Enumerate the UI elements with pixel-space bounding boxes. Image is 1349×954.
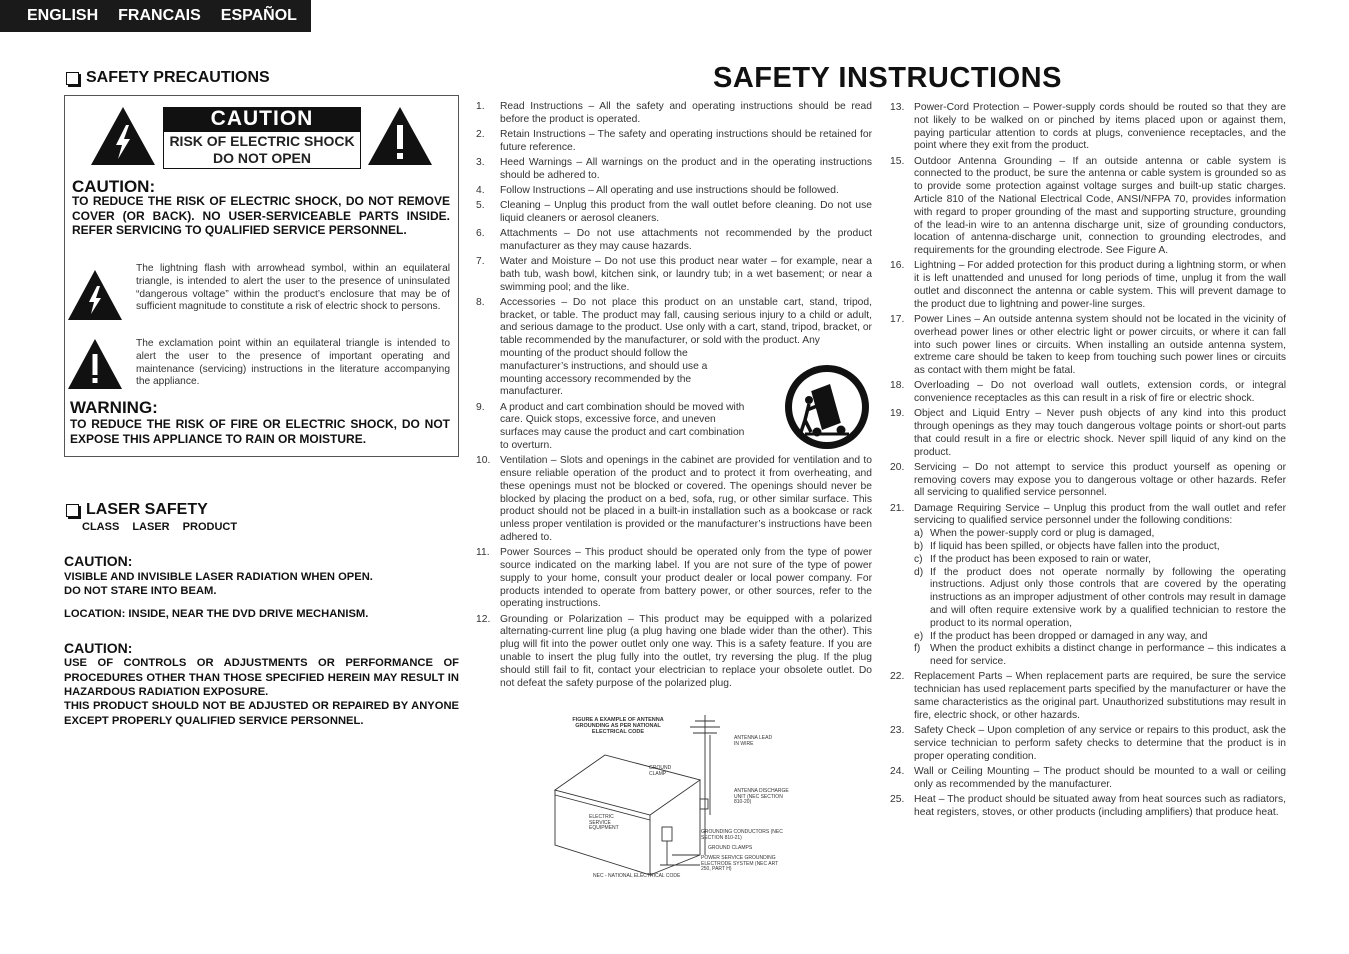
caution-label-body: RISK OF ELECTRIC SHOCK DO NOT OPEN bbox=[163, 131, 361, 169]
condition-item: b) If liquid has been spilled, or objects have fallen into the product, bbox=[914, 541, 1220, 553]
caution-text: TO REDUCE THE RISK OF ELECTRIC SHOCK, DO NOT REMOVE COVER (OR BACK). NO USER-SERVICEABLE PARTS INSIDE. REFER SERVICING TO QUALIFIED SERVICE PERSONNEL. bbox=[72, 194, 450, 237]
laser-class-line: CLASS LASER PRODUCT bbox=[82, 521, 238, 533]
instruction-item: 17. Power Lines – An outside antenna system should not be located in the vicinity of overhead power lines or other electric light or power circuits, or where it can fall into such power lines or circuits. When installing an outside antenna system, extreme care should be taken to keep from touching such power lines or circuits as contact with them might be fatal. bbox=[890, 313, 1286, 377]
instruction-item: 15. Outdoor Antenna Grounding – If an outside antenna or cable system is connected to the product, be sure the antenna or cable system is grounded so as to provide some protection against voltage surges and built-up static charges. Article 810 of the National Electrical Code, ANSI/NFPA 70, provides information with regard to proper grounding of the mast and supporting structure, grounding of the lead-in wire to an antenna discharge unit, size of grounding conductors, location of antenna-discharge unit, connection to grounding electrodes, and requirements for the grounding electrode. See Figure A. bbox=[890, 155, 1286, 257]
figure-label-discharge-unit: ANTENNA DISCHARGE UNIT (NEC SECTION 810-20) bbox=[734, 788, 789, 806]
safety-precautions-heading: SAFETY PRECAUTIONS bbox=[66, 69, 270, 87]
tab-espanol[interactable]: ESPAÑOL bbox=[220, 7, 297, 24]
instruction-item: 21. Damage Requiring Service – Unplug this product from the wall outlet and refer servicing to qualified service personnel under the following conditions: a) When the power-supply cord or plug is damaged, b) If liquid has been spilled, or objects have fallen into the product, c) If the product has been exposed to rain or water, d) If the product does not operate normally by following the operating instructions. Adjust only those controls that are covered by the operating instructions as an improper adjustment of other controls may result in damage and will often require extensive work by a qualified technician to restore the product to its normal operation, e) If the product has been dropped or damaged in any way, and f) When the product exhibits a distinct change in performance – this indicates a need for service. bbox=[890, 502, 1286, 668]
instruction-item: 19. Object and Liquid Entry – Never push objects of any kind into this product through openings as they may touch dangerous voltage points or short-out parts that could result in a fire or electric shock. Never spill liquid of any kind on the product. bbox=[890, 408, 1286, 458]
lightning-warning-icon bbox=[89, 105, 157, 167]
instruction-item: 23. Safety Check – Upon completion of any service or repairs to this product, ask the service technician to perform safety checks to determine that the product is in proper operating condition. bbox=[890, 724, 1286, 762]
figure-caption: FIGURE A EXAMPLE OF ANTENNA GROUNDING AS PER NATIONAL ELECTRICAL CODE bbox=[572, 717, 664, 735]
instruction-item: 12. Grounding or Polarization – This product may be equipped with a polarized alternating-current line plug (a plug having one blade wider than the other). This plug will fit into the power outlet only one way. This is a safety feature. If you are unable to insert the plug fully into the outlet, try reversing the plug. If the plug should still fail to fit, contact your electrician to replace your obsolete outlet. Do not defeat the safety purpose of the polarized plug. bbox=[476, 613, 872, 689]
cart-tipover-warning-icon bbox=[783, 362, 871, 452]
laser-caution1-heading: CAUTION: bbox=[64, 553, 133, 569]
instruction-item: 9. A product and cart combination should be moved with care. Quick stops, excessive force, and uneven surfaces may cause the product and cart combination to overturn. bbox=[476, 401, 745, 452]
checkbox-bullet-icon bbox=[66, 72, 79, 85]
tab-francais[interactable]: FRANCAIS bbox=[118, 7, 201, 24]
condition-item: f) When the product exhibits a distinct change in performance – this indicates a need for service. bbox=[914, 643, 1286, 668]
lightning-triangle-icon bbox=[66, 268, 124, 322]
instruction-item: 20. Servicing – Do not attempt to service this product yourself as opening or removing covers may expose you to dangerous voltage or other hazards. Refer all servicing to qualified service personnel. bbox=[890, 461, 1286, 499]
condition-item: a) When the power-supply cord or plug is damaged, bbox=[914, 528, 1155, 540]
instruction-item: 2. Retain Instructions – The safety and operating instructions should be retained for future reference. bbox=[476, 128, 872, 153]
condition-item: d) If the product does not operate normally by following the operating instructions. Adjust only those controls that are covered by the operating instructions as an improper adjustment of other controls may result in damage and will often require extensive work by a qualified technician to restore the product to its normal operation, bbox=[914, 566, 1286, 629]
language-tabs bbox=[0, 0, 311, 32]
laser-caution2-heading: CAUTION: bbox=[64, 640, 133, 656]
instruction-item: 8. Accessories – Do not place this product on an unstable cart, stand, tripod, bracket, or table. The product may fall, causing serious injury to a child or adult, and serious damage to the product. Use only with a cart, stand, tripod, bracket, or table recommended by the manufacturer, or sold with the product. Any bbox=[476, 296, 872, 347]
laser-location: LOCATION: INSIDE, NEAR THE DVD DRIVE MECHANISM. bbox=[64, 608, 369, 620]
lightning-explanation: The lightning flash with arrowhead symbol, within an equilateral triangle, is intended to alert the user to the presence of uninsulated “dangerous voltage” within the product’s enclosure that may be of sufficient magnitude to constitute a risk of electric shock to persons. bbox=[136, 263, 450, 313]
laser-caution2-text1: USE OF CONTROLS OR ADJUSTMENTS OR PERFORMANCE OF PROCEDURES OTHER THAN THOSE SPECIFIED HEREIN MAY RESULT IN HAZARDOUS RADIATION EXPOSURE. bbox=[64, 657, 459, 698]
instruction-item: 11. Power Sources – This product should be operated only from the type of power source indicated on the marking label. If you are not sure of the type of power supply to your home, consult your product dealer or local power company. For products intended to operate from battery power, or other sources, refer to the operating instructions. bbox=[476, 547, 872, 610]
instruction-item: 16. Lightning – For added protection for this product during a lightning storm, or when it is left unattended and unused for long periods of time, unplug it from the wall outlet and disconnect the antenna or cable system. This will prevent damage to the product due to lightning and power-line surges. bbox=[890, 260, 1286, 310]
tab-english[interactable]: ENGLISH bbox=[27, 7, 99, 24]
figure-label-antenna-lead: ANTENNA LEAD IN WIRE bbox=[734, 735, 773, 747]
caution-label-title: CAUTION bbox=[163, 107, 361, 131]
laser-caution2-text2: THIS PRODUCT SHOULD NOT BE ADJUSTED OR REPAIRED BY ANYONE EXCEPT PROPERLY QUALIFIED SERVICE PERSONNEL. bbox=[64, 700, 459, 727]
figure-label-power-service: POWER SERVICE GROUNDING ELECTRODE SYSTEM (NEC ART 250, PART H) bbox=[701, 855, 779, 873]
checkbox-bullet-icon bbox=[66, 504, 79, 517]
instruction-item: 6. Attachments – Do not use attachments not recommended by the product manufacturer as they may cause hazards. bbox=[476, 228, 872, 252]
warning-heading: WARNING: bbox=[70, 398, 158, 417]
instruction-item: 7. Water and Moisture – Do not use this product near water – for example, near a bath tub, wash bowl, kitchen sink, or laundry tub; in a wet basement; or near a swimming pool; and the like. bbox=[476, 256, 872, 293]
warning-text: TO REDUCE THE RISK OF FIRE OR ELECTRIC SHOCK, DO NOT EXPOSE THIS APPLIANCE TO RAIN OR MOISTURE. bbox=[70, 417, 450, 446]
condition-item: c) If the product has been exposed to rain or water, bbox=[914, 553, 1151, 565]
instructions-column-2 bbox=[890, 102, 1286, 822]
instruction-item: 10. Ventilation – Slots and openings in the cabinet are provided for ventilation and to ensure reliable operation of the product and to protect it from overheating, and these openings must not be blocked or covered. The openings should never be blocked by placing the product on a bed, sofa, rug, or other similar surface. This product should not be placed in a built-in installation such as a bookcase or rack unless proper ventilation is provided or the manufacturer’s instructions have been adhered to. bbox=[476, 455, 872, 544]
figure-label-ground-clamps: GROUND CLAMPS bbox=[708, 845, 753, 851]
figure-label-nec: NEC - NATIONAL ELECTRICAL CODE bbox=[593, 873, 681, 879]
instruction-item-continued: mounting of the product should follow the manufacturer’s instructions, and should use a mounting accessory recommended by the manufacturer. bbox=[500, 348, 708, 398]
condition-item: e) If the product has been dropped or damaged in any way, and bbox=[914, 630, 1208, 642]
exclamation-triangle-icon bbox=[66, 337, 124, 391]
instruction-item: 5. Cleaning – Unplug this product from the wall outlet before cleaning. Do not use liquid cleaners or aerosol cleaners. bbox=[476, 200, 872, 224]
laser-caution1-line1: VISIBLE AND INVISIBLE LASER RADIATION WHEN OPEN. bbox=[64, 571, 373, 583]
instruction-item: 4. Follow Instructions – All operating and use instructions should be followed. bbox=[476, 184, 839, 196]
instruction-item: 13. Power-Cord Protection – Power-supply cords should be routed so that they are not likely to be walked on or pinched by items placed upon or against them, paying particular attention to cords at plugs, convenience receptacles, and the point where they exit from the product. bbox=[890, 102, 1286, 152]
instruction-item: 1. Read Instructions – All the safety and operating instructions should be read before the product is operated. bbox=[476, 101, 872, 125]
instruction-item: 25. Heat – The product should be situated away from heat sources such as radiators, heat registers, stoves, or other products (including amplifiers) that produce heat. bbox=[890, 793, 1286, 818]
instruction-item: 3. Heed Warnings – All warnings on the product and in the operating instructions should be adhered to. bbox=[476, 156, 872, 181]
caution-heading: CAUTION: bbox=[72, 177, 156, 196]
caution-label bbox=[163, 107, 361, 169]
laser-caution1-line2: DO NOT STARE INTO BEAM. bbox=[64, 585, 217, 597]
page-title: SAFETY INSTRUCTIONS bbox=[713, 62, 1062, 94]
instruction-item: 24. Wall or Ceiling Mounting – The product should be mounted to a wall or ceiling only as recommended by the manufacturer. bbox=[890, 765, 1286, 790]
instruction-item: 18. Overloading – Do not overload wall outlets, extension cords, or integral convenience receptacles as this can result in a risk of fire or electric shock. bbox=[890, 380, 1286, 405]
laser-safety-heading: LASER SAFETY bbox=[66, 501, 208, 519]
figure-label-electric-service: ELECTRIC SERVICE EQUIPMENT bbox=[589, 814, 619, 832]
figure-label-grounding-conductors: GROUNDING CONDUCTORS (NEC SECTION 810-21) bbox=[701, 829, 783, 841]
exclamation-explanation: The exclamation point within an equilateral triangle is intended to alert the user to the presence of important operating and maintenance (servicing) instructions in the literature accompanying the appliance. bbox=[136, 338, 450, 388]
instruction-item: 22. Replacement Parts – When replacement parts are required, be sure the service technician has used replacement parts specified by the manufacturer or have the same characteristics as the original part. Unauthorized substitutions may result in fire, electric shock, or other hazards. bbox=[890, 671, 1286, 721]
figure-label-ground-clamp: GROUND CLAMP bbox=[649, 765, 672, 777]
exclamation-warning-icon bbox=[366, 105, 434, 167]
